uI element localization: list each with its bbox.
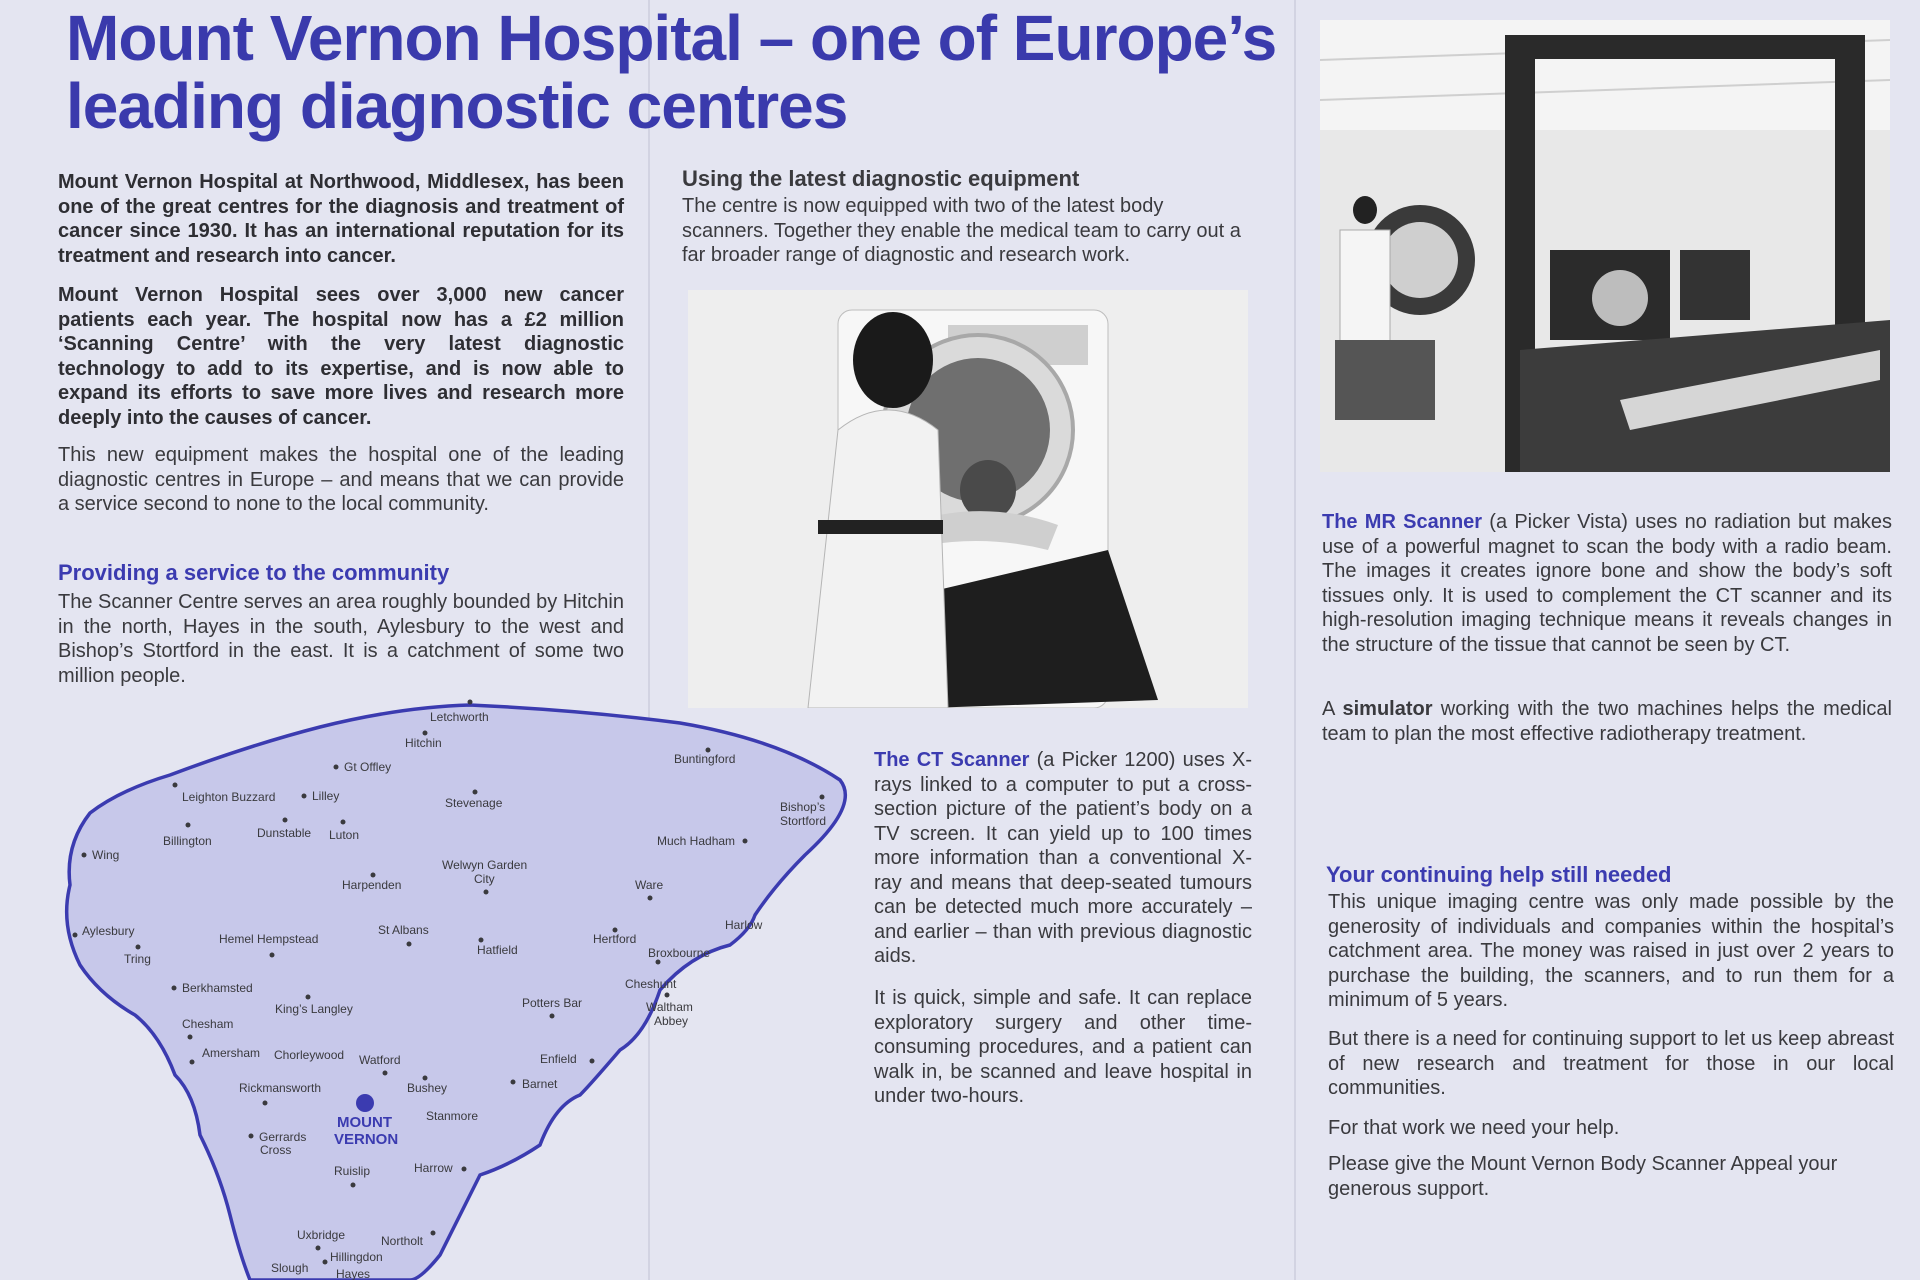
town-billington: Billington	[163, 834, 212, 848]
town-chorleywood: Chorleywood	[274, 1048, 345, 1062]
town-uxbridge: Uxbridge	[297, 1228, 346, 1242]
town-potters-bar: Potters Bar	[522, 996, 583, 1010]
town-berkhamsted: Berkhamsted	[182, 981, 253, 995]
mr-scanner-name: The MR Scanner	[1322, 511, 1483, 533]
town-luton: Luton	[329, 828, 360, 842]
equipment-heading: Using the latest diagnostic equipment	[682, 166, 1080, 191]
mr-scanner-text: (a Picker Vista) uses no radiation but makes use of a powerful magnet to scan the body with a radio beam. The images it creates ignore bone and show the body’s soft tissues only. It is used to complement the CT scanner and its high-resolution imaging technique means it reveals changes in the structure of the tissue that cannot be seen by CT.	[1322, 511, 1892, 656]
town-bishops-stortford-1: Bishop’s	[780, 800, 826, 814]
page-title: Mount Vernon Hospital – one of Europe’s leading diagnostic centres	[66, 2, 1277, 142]
catchment-area-map	[60, 695, 850, 1280]
service-heading: Providing a service to the community	[58, 560, 450, 585]
town-much-hadham: Much Hadham	[657, 834, 736, 848]
town-barnet: Barnet	[522, 1077, 558, 1091]
town-stevenage: Stevenage	[445, 796, 503, 810]
town-hillingdon: Hillingdon	[330, 1250, 383, 1264]
help-paragraph-4: Please give the Mount Vernon Body Scanner Appeal your generous support.	[1328, 1153, 1838, 1200]
mount-vernon-label-1: MOUNT	[337, 1114, 392, 1131]
ct-scanner-photo	[688, 290, 1248, 708]
help-heading: Your continuing help still needed	[1326, 862, 1672, 887]
town-harpenden: Harpenden	[342, 878, 402, 892]
town-hitchin: Hitchin	[405, 736, 442, 750]
help-paragraph-2: But there is a need for continuing support to let us keep abreast of new research and treatment for those in our local communities.	[1328, 1028, 1894, 1099]
town-hemel-hempstead: Hemel Hempstead	[219, 932, 319, 946]
town-gerrards-1: Gerrards	[259, 1130, 307, 1144]
equipment-paragraph: The centre is now equipped with two of the latest body scanners. Together they enable the medical team to carry out a far broader range of diagnostic and research work.	[682, 195, 1241, 266]
service-paragraph: The Scanner Centre serves an area roughly bounded by Hitchin in the north, Hayes in the south, Aylesbury to the west and Bishop’s Stortford in the east. It is a catchment of some two million people.	[58, 591, 624, 687]
town-kings-langley: King’s Langley	[275, 1002, 353, 1016]
town-welwyn-1: Welwyn Garden	[442, 858, 528, 872]
help-paragraph-3: For that work we need your help.	[1328, 1117, 1620, 1139]
town-hatfield: Hatfield	[477, 943, 518, 957]
town-northolt: Northolt	[381, 1234, 424, 1248]
town-harlow: Harlow	[725, 918, 763, 932]
town-harrow: Harrow	[414, 1161, 453, 1175]
town-bishops-stortford-2: Stortford	[780, 814, 827, 828]
mr-scanner-paragraph	[1322, 510, 1892, 657]
intro-paragraph: Mount Vernon Hospital at Northwood, Middlesex, has been one of the great centres for the diagnosis and treatment of cancer since 1930. It has an international reputation for its treatment and research into cancer.	[58, 171, 624, 267]
town-gt-offley: Gt Offley	[344, 760, 392, 774]
town-hertford: Hertford	[593, 932, 637, 946]
town-watford: Watford	[359, 1053, 401, 1067]
mr-scanner-photo	[1320, 20, 1890, 472]
town-wing: Wing	[92, 848, 120, 862]
town-tring: Tring	[124, 952, 151, 966]
town-bushey: Bushey	[407, 1081, 448, 1095]
town-welwyn-2: City	[474, 872, 495, 886]
ct-scanner-paragraph	[874, 748, 1252, 969]
town-buntingford: Buntingford	[674, 752, 736, 766]
town-hayes: Hayes	[336, 1267, 371, 1280]
equipment-leading-paragraph: This new equipment makes the hospital one of the leading diagnostic centres in Europe – and means that we can provide a service second to none to the local community.	[58, 444, 624, 515]
town-ware: Ware	[635, 878, 664, 892]
town-slough: Slough	[271, 1261, 309, 1275]
town-lilley: Lilley	[312, 789, 340, 803]
town-gerrards-2: Cross	[260, 1143, 292, 1157]
town-amersham: Amersham	[202, 1046, 261, 1060]
town-ruislip: Ruislip	[334, 1164, 371, 1178]
simulator-paragraph	[1322, 697, 1892, 746]
ct-scanner-paragraph-2: It is quick, simple and safe. It can replace exploratory surgery and other time-consuming procedures, and a patient can walk in, be scanned and leave hospital in under two-hours.	[874, 987, 1252, 1107]
town-aylesbury: Aylesbury	[82, 924, 135, 938]
town-letchworth: Letchworth	[430, 710, 489, 724]
ct-scanner-name: The CT Scanner	[874, 749, 1030, 771]
town-st-albans: St Albans	[378, 923, 429, 937]
town-dunstable: Dunstable	[257, 826, 312, 840]
patients-paragraph: Mount Vernon Hospital sees over 3,000 new cancer patients each year. The hospital now has a £2 million ‘Scanning Centre’ with the very latest diagnostic technology to add to its expertise, and is now able to expand its efforts to save more lives and research more deeply into the causes of cancer.	[58, 284, 624, 429]
town-leighton-buzzard: Leighton Buzzard	[182, 790, 276, 804]
town-stanmore: Stanmore	[426, 1109, 479, 1123]
ct-scanner-text: (a Picker 1200) uses X-rays linked to a computer to put a cross-section picture of the patient’s body on a TV screen. It can yield up to 100 times more information than a conventional X-ray and means that deep-seated tumours can be detected much more accurately – and earlier – than with previous diagnostic aids.	[874, 749, 1253, 967]
simulator-word: simulator	[1342, 698, 1433, 720]
simulator-prefix: A	[1322, 698, 1343, 720]
town-broxbourne: Broxbourne	[648, 946, 711, 960]
town-cheshunt: Cheshunt	[625, 977, 677, 991]
town-enfield: Enfield	[540, 1052, 577, 1066]
town-chesham: Chesham	[182, 1017, 234, 1031]
town-waltham-1: Waltham	[646, 1000, 693, 1014]
town-waltham-2: Abbey	[654, 1014, 689, 1028]
help-paragraph-1: This unique imaging centre was only made possible by the generosity of individuals and companies within the hospital’s catchment area. The money was raised in just over 2 years to purchase the building, the scanners, and to run them for a minimum of 5 years.	[1328, 891, 1894, 1011]
town-rickmansworth: Rickmansworth	[239, 1081, 322, 1095]
mount-vernon-label-2: VERNON	[334, 1131, 399, 1148]
fold-line-right	[1294, 0, 1296, 1280]
simulator-text: working with the two machines helps the medical team to plan the most effective radiotherapy treatment.	[1322, 698, 1892, 745]
